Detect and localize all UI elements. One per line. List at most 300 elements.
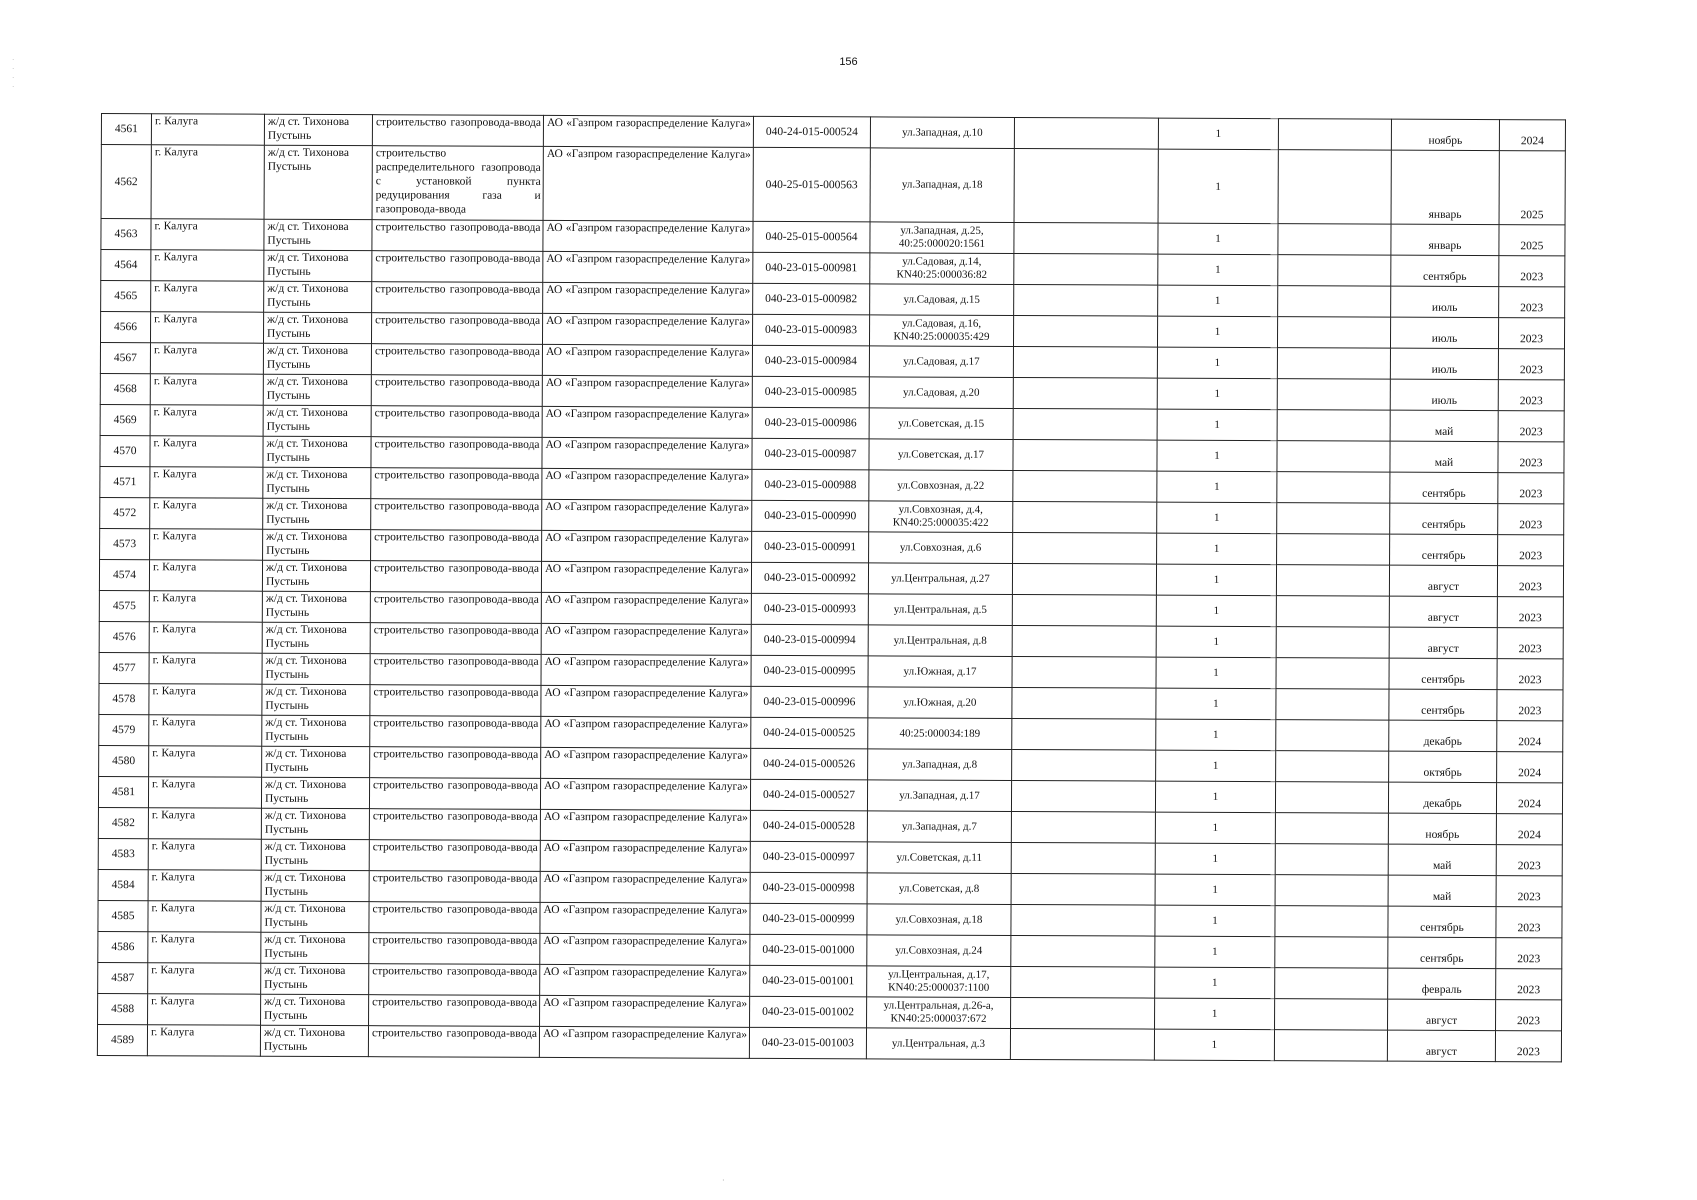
place-cell: ж/д ст. Тихонова Пустынь (261, 777, 369, 808)
year-cell: 2023 (1499, 287, 1565, 318)
month-cell: август (1389, 596, 1497, 627)
work-description-cell: строительство газопровода-ввода (369, 902, 540, 934)
empty-cell (1013, 377, 1157, 409)
place-cell: ж/д ст. Тихонова Пустынь (263, 498, 371, 529)
row-number: 4564 (101, 250, 151, 281)
quantity-cell: 1 (1155, 874, 1275, 906)
address-cell: ул.Западная, д.25, 40:25:000020:1561 (870, 222, 1014, 254)
quantity-cell: 1 (1155, 998, 1275, 1030)
city-cell: г. Калуга (148, 839, 261, 870)
work-description-cell: строительство газопровода-ввода (372, 220, 543, 252)
city-cell: г. Калуга (147, 1025, 260, 1056)
city-cell: г. Калуга (150, 312, 263, 343)
month-cell: август (1387, 1030, 1495, 1061)
address-cell: ул.Советская, д.17 (869, 439, 1013, 471)
month-cell: июль (1390, 317, 1498, 348)
row-number: 4571 (100, 466, 150, 497)
city-cell: г. Калуга (150, 498, 263, 529)
month-cell: май (1390, 441, 1498, 472)
row-number: 4586 (98, 931, 148, 962)
work-description-cell: строительство газопровода-ввода (372, 115, 543, 147)
row-number: 4584 (98, 869, 148, 900)
empty-cell (1278, 224, 1391, 255)
place-cell: ж/д ст. Тихонова Пустынь (264, 145, 372, 219)
empty-cell (1011, 780, 1155, 812)
place-cell: ж/д ст. Тихонова Пустынь (263, 343, 371, 374)
row-number: 4567 (100, 343, 150, 374)
object-code-cell: 040-23-015-000998 (750, 872, 867, 904)
month-cell: сентябрь (1390, 503, 1498, 534)
month-cell: декабрь (1389, 720, 1497, 751)
row-number: 4577 (99, 652, 149, 683)
object-code-cell: 040-23-015-000997 (750, 841, 867, 873)
row-number: 4563 (101, 219, 151, 250)
month-cell: ноябрь (1391, 119, 1499, 150)
empty-cell (1275, 875, 1388, 906)
address-cell: ул.Садовая, д.16, КN40:25:000035:429 (869, 315, 1013, 347)
year-cell: 2024 (1499, 120, 1565, 151)
place-cell: ж/д ст. Тихонова Пустынь (263, 405, 371, 436)
place-cell: ж/д ст. Тихонова Пустынь (263, 529, 371, 560)
organization-cell: АО «Газпром газораспределение Калуга» (540, 995, 750, 1027)
row-number: 4578 (99, 683, 149, 714)
work-description-cell: строительство газопровода-ввода (369, 809, 540, 841)
object-code-cell: 040-24-015-000525 (751, 717, 868, 749)
work-description-cell: строительство газопровода-ввода (370, 623, 541, 655)
city-cell: г. Калуга (149, 715, 262, 746)
work-description-cell: строительство газопровода-ввода (369, 995, 540, 1027)
work-description-cell: строительство газопровода-ввода (371, 375, 542, 407)
organization-cell: АО «Газпром газораспределение Калуга» (540, 964, 750, 996)
page-number: 156 (839, 56, 858, 68)
organization-cell: АО «Газпром газораспределение Калуга» (541, 654, 751, 686)
empty-cell (1278, 286, 1391, 317)
address-cell: ул.Садовая, д.14, КN40:25:000036:82 (870, 253, 1014, 285)
quantity-cell: 1 (1158, 118, 1278, 150)
month-cell: сентябрь (1390, 534, 1498, 565)
row-number: 4572 (100, 497, 150, 528)
address-cell: ул.Совхозная, д.18 (867, 904, 1011, 936)
empty-cell (1012, 718, 1156, 750)
month-cell: август (1389, 627, 1497, 658)
address-cell: ул.Западная, д.18 (870, 148, 1014, 223)
work-description-cell: строительство газопровода-ввода (371, 313, 542, 345)
empty-cell (1012, 625, 1156, 657)
object-code-cell: 040-23-015-001000 (750, 934, 867, 966)
place-cell: ж/д ст. Тихонова Пустынь (261, 963, 369, 994)
work-description-cell: строительство газопровода-ввода (368, 1026, 539, 1058)
work-description-cell: строительство газопровода-ввода (371, 437, 542, 469)
year-cell: 2023 (1496, 938, 1562, 969)
place-cell: ж/д ст. Тихонова Пустынь (261, 870, 369, 901)
city-cell: г. Калуга (151, 219, 264, 250)
year-cell: 2023 (1496, 876, 1562, 907)
year-cell: 2024 (1497, 721, 1563, 752)
empty-cell (1014, 148, 1158, 223)
quantity-cell: 1 (1156, 564, 1276, 596)
empty-cell (1277, 441, 1390, 472)
row-number: 4583 (98, 838, 148, 869)
month-cell: август (1389, 565, 1497, 596)
quantity-cell: 1 (1158, 223, 1278, 255)
organization-cell: АО «Газпром газораспределение Калуга» (542, 468, 752, 500)
object-code-cell: 040-23-015-000985 (752, 376, 869, 408)
object-code-cell: 040-23-015-000993 (751, 593, 868, 625)
organization-cell: АО «Газпром газораспределение Калуга» (541, 592, 751, 624)
city-cell: г. Калуга (148, 901, 261, 932)
address-cell: ул.Центральная, д.5 (868, 594, 1012, 626)
quantity-cell: 1 (1158, 149, 1278, 224)
quantity-cell: 1 (1155, 967, 1275, 999)
quantity-cell: 1 (1157, 347, 1277, 379)
year-cell: 2023 (1498, 318, 1564, 349)
organization-cell: АО «Газпром газораспределение Калуга» (541, 561, 751, 593)
quantity-cell: 1 (1157, 440, 1277, 472)
object-code-cell: 040-24-015-000528 (750, 810, 867, 842)
empty-cell (1013, 439, 1157, 471)
empty-cell (1012, 594, 1156, 626)
empty-cell (1275, 968, 1388, 999)
empty-cell (1275, 782, 1388, 813)
empty-cell (1011, 811, 1155, 843)
organization-cell: АО «Газпром газораспределение Калуга» (541, 685, 751, 717)
empty-cell (1276, 751, 1389, 782)
object-code-cell: 040-24-015-000524 (753, 116, 870, 148)
work-description-cell: строительство газопровода-ввода (371, 344, 542, 376)
object-code-cell: 040-23-015-000981 (753, 252, 870, 284)
month-cell: февраль (1388, 968, 1496, 999)
scan-artifact: · (722, 1176, 725, 1185)
empty-cell (1275, 844, 1388, 875)
organization-cell: АО «Газпром газораспределение Калуга» (542, 437, 752, 469)
organization-cell: АО «Газпром газораспределение Калуга» (540, 933, 750, 965)
quantity-cell: 1 (1154, 1029, 1274, 1061)
empty-cell (1275, 906, 1388, 937)
address-cell: ул.Центральная, д.17, КN40:25:000037:1100 (867, 966, 1011, 998)
city-cell: г. Калуга (149, 622, 262, 653)
object-code-cell: 040-23-015-000987 (752, 438, 869, 470)
work-description-cell: строительство газопровода-ввода (370, 716, 541, 748)
month-cell: сентябрь (1391, 255, 1499, 286)
row-number: 4588 (98, 993, 148, 1024)
row-number: 4561 (101, 114, 151, 145)
place-cell: ж/д ст. Тихонова Пустынь (264, 114, 372, 145)
quantity-cell: 1 (1156, 626, 1276, 658)
city-cell: г. Калуга (148, 963, 261, 994)
place-cell: ж/д ст. Тихонова Пустынь (261, 994, 369, 1025)
work-description-cell: строительство газопровода-ввода (370, 592, 541, 624)
empty-cell (1013, 408, 1157, 440)
place-cell: ж/д ст. Тихонова Пустынь (263, 374, 371, 405)
year-cell: 2023 (1495, 1031, 1561, 1062)
empty-cell (1013, 315, 1157, 347)
year-cell: 2023 (1498, 473, 1564, 504)
city-cell: г. Калуга (151, 250, 264, 281)
row-number: 4566 (100, 312, 150, 343)
table-row (101, 145, 1565, 225)
month-cell: июль (1391, 286, 1499, 317)
row-number: 4579 (99, 714, 149, 745)
address-cell: ул.Советская, д.11 (867, 842, 1011, 874)
year-cell: 2023 (1497, 690, 1563, 721)
object-code-cell: 040-23-015-000988 (752, 469, 869, 501)
empty-cell (1274, 1030, 1387, 1061)
work-description-cell: строительство газопровода-ввода (372, 282, 543, 314)
address-cell: ул.Советская, д.8 (867, 873, 1011, 905)
address-cell: ул.Садовая, д.17 (869, 346, 1013, 378)
city-cell: г. Калуга (148, 808, 261, 839)
organization-cell: АО «Газпром газораспределение Калуга» (542, 530, 752, 562)
object-code-cell: 040-23-015-000984 (752, 345, 869, 377)
month-cell: декабрь (1388, 782, 1496, 813)
address-cell: 40:25:000034:189 (868, 718, 1012, 750)
month-cell: май (1388, 875, 1496, 906)
city-cell: г. Калуга (150, 529, 263, 560)
empty-cell (1014, 253, 1158, 285)
city-cell: г. Калуга (150, 467, 263, 498)
place-cell: ж/д ст. Тихонова Пустынь (264, 219, 372, 250)
object-code-cell: 040-24-015-000526 (751, 748, 868, 780)
quantity-cell: 1 (1156, 595, 1276, 627)
gasification-registry-table (97, 113, 1566, 1062)
address-cell: ул.Совхозная, д.6 (869, 532, 1013, 564)
place-cell: ж/д ст. Тихонова Пустынь (263, 467, 371, 498)
quantity-cell: 1 (1156, 750, 1276, 782)
empty-cell (1277, 534, 1390, 565)
empty-cell (1276, 658, 1389, 689)
empty-cell (1276, 689, 1389, 720)
object-code-cell: 040-25-015-000563 (753, 147, 870, 222)
city-cell: г. Калуга (148, 994, 261, 1025)
object-code-cell: 040-24-015-000527 (750, 779, 867, 811)
empty-cell (1011, 935, 1155, 967)
empty-cell (1010, 1028, 1154, 1060)
work-description-cell: строительство газопровода-ввода (370, 654, 541, 686)
empty-cell (1013, 532, 1157, 564)
city-cell: г. Калуга (149, 684, 262, 715)
year-cell: 2024 (1497, 752, 1563, 783)
object-code-cell: 040-23-015-001002 (750, 996, 867, 1028)
empty-cell (1011, 873, 1155, 905)
work-description-cell: строительство газопровода-ввода (372, 251, 543, 283)
quantity-cell: 1 (1155, 905, 1275, 937)
row-number: 4570 (100, 435, 150, 466)
city-cell: г. Калуга (149, 746, 262, 777)
organization-cell: АО «Газпром газораспределение Калуга» (543, 146, 753, 221)
quantity-cell: 1 (1155, 843, 1275, 875)
year-cell: 2023 (1497, 566, 1563, 597)
work-description-cell: строительство газопровода-ввода (369, 840, 540, 872)
city-cell: г. Калуга (151, 114, 264, 145)
place-cell: ж/д ст. Тихонова Пустынь (262, 746, 370, 777)
organization-cell: АО «Газпром газораспределение Калуга» (541, 747, 751, 779)
work-description-cell: строительство газопровода-ввода (371, 406, 542, 438)
month-cell: май (1388, 844, 1496, 875)
month-cell: июль (1390, 348, 1498, 379)
empty-cell (1012, 563, 1156, 595)
row-number: 4575 (99, 590, 149, 621)
month-cell: сентябрь (1389, 689, 1497, 720)
place-cell: ж/д ст. Тихонова Пустынь (262, 591, 370, 622)
place-cell: ж/д ст. Тихонова Пустынь (263, 312, 371, 343)
place-cell: ж/д ст. Тихонова Пустынь (262, 715, 370, 746)
quantity-cell: 1 (1155, 936, 1275, 968)
empty-cell (1014, 284, 1158, 316)
place-cell: ж/д ст. Тихонова Пустынь (261, 839, 369, 870)
work-description-cell: строительство газопровода-ввода (369, 778, 540, 810)
empty-cell (1277, 348, 1390, 379)
organization-cell: АО «Газпром газораспределение Калуга» (543, 282, 753, 314)
place-cell: ж/д ст. Тихонова Пустынь (262, 684, 370, 715)
work-description-cell: строительство газопровода-ввода (370, 747, 541, 779)
address-cell: ул.Западная, д.7 (867, 811, 1011, 843)
work-description-cell: строительство газопровода-ввода (371, 468, 542, 500)
organization-cell: АО «Газпром газораспределение Калуга» (542, 313, 752, 345)
work-description-cell: строительство газопровода-ввода (369, 964, 540, 996)
year-cell: 2023 (1498, 535, 1564, 566)
organization-cell: АО «Газпром газораспределение Калуга» (543, 115, 753, 147)
empty-cell (1277, 472, 1390, 503)
empty-cell (1014, 117, 1158, 149)
month-cell: октябрь (1389, 751, 1497, 782)
quantity-cell: 1 (1157, 409, 1277, 441)
month-cell: январь (1391, 224, 1499, 255)
month-cell: сентябрь (1388, 937, 1496, 968)
quantity-cell: 1 (1158, 254, 1278, 286)
row-number: 4582 (98, 807, 148, 838)
year-cell: 2023 (1496, 1000, 1562, 1031)
year-cell: 2025 (1499, 151, 1565, 225)
year-cell: 2023 (1496, 845, 1562, 876)
address-cell: ул.Центральная, д.8 (868, 625, 1012, 657)
city-cell: г. Калуга (151, 281, 264, 312)
object-code-cell: 040-23-015-000990 (752, 500, 869, 532)
row-number: 4565 (101, 281, 151, 312)
quantity-cell: 1 (1155, 781, 1275, 813)
empty-cell (1276, 596, 1389, 627)
place-cell: ж/д ст. Тихонова Пустынь (262, 622, 370, 653)
year-cell: 2023 (1498, 411, 1564, 442)
quantity-cell: 1 (1156, 719, 1276, 751)
city-cell: г. Калуга (149, 560, 262, 591)
empty-cell (1011, 966, 1155, 998)
month-cell: май (1390, 410, 1498, 441)
organization-cell: АО «Газпром газораспределение Калуга» (541, 716, 751, 748)
city-cell: г. Калуга (151, 145, 264, 219)
city-cell: г. Калуга (149, 653, 262, 684)
city-cell: г. Калуга (150, 405, 263, 436)
month-cell: июль (1390, 379, 1498, 410)
organization-cell: АО «Газпром газораспределение Калуга» (540, 871, 750, 903)
quantity-cell: 1 (1157, 471, 1277, 503)
quantity-cell: 1 (1157, 316, 1277, 348)
row-number: 4562 (101, 145, 151, 219)
row-number: 4568 (100, 373, 150, 404)
empty-cell (1011, 842, 1155, 874)
address-cell: ул.Западная, д.17 (867, 780, 1011, 812)
address-cell: ул.Садовая, д.15 (870, 284, 1014, 316)
year-cell: 2023 (1497, 659, 1563, 690)
year-cell: 2023 (1497, 597, 1563, 628)
empty-cell (1276, 627, 1389, 658)
object-code-cell: 040-23-015-000986 (752, 407, 869, 439)
object-code-cell: 040-23-015-000982 (753, 283, 870, 315)
city-cell: г. Калуга (148, 777, 261, 808)
quantity-cell: 1 (1157, 378, 1277, 410)
empty-cell (1012, 687, 1156, 719)
empty-cell (1278, 119, 1391, 150)
organization-cell: АО «Газпром газораспределение Калуга» (539, 1026, 749, 1058)
organization-cell: АО «Газпром газораспределение Калуга» (543, 251, 753, 283)
registry-body (97, 114, 1565, 1062)
place-cell: ж/д ст. Тихонова Пустынь (262, 560, 370, 591)
place-cell: ж/д ст. Тихонова Пустынь (261, 932, 369, 963)
row-number: 4574 (99, 559, 149, 590)
address-cell: ул.Садовая, д.20 (869, 377, 1013, 409)
address-cell: ул.Центральная, д.27 (868, 563, 1012, 595)
city-cell: г. Калуга (150, 343, 263, 374)
object-code-cell: 040-23-015-000992 (751, 562, 868, 594)
city-cell: г. Калуга (150, 374, 263, 405)
month-cell: август (1388, 999, 1496, 1030)
year-cell: 2023 (1498, 349, 1564, 380)
work-description-cell: строительство газопровода-ввода (370, 561, 541, 593)
row-number: 4573 (100, 528, 150, 559)
object-code-cell: 040-25-015-000564 (753, 221, 870, 253)
year-cell: 2024 (1496, 783, 1562, 814)
address-cell: ул.Совхозная, д.22 (869, 470, 1013, 502)
organization-cell: АО «Газпром газораспределение Калуга» (540, 778, 750, 810)
work-description-cell: строительство газопровода-ввода (369, 871, 540, 903)
object-code-cell: 040-23-015-000983 (752, 314, 869, 346)
empty-cell (1277, 317, 1390, 348)
empty-cell (1277, 379, 1390, 410)
empty-cell (1275, 937, 1388, 968)
row-number: 4581 (98, 776, 148, 807)
city-cell: г. Калуга (148, 932, 261, 963)
work-description-cell: строительство распределительного газопровода с установкой пункта редуцирования газа и газопровода-ввода (372, 146, 543, 221)
month-cell: сентябрь (1390, 472, 1498, 503)
empty-cell (1277, 503, 1390, 534)
month-cell: январь (1391, 150, 1499, 224)
address-cell: ул.Совхозная, д.24 (867, 935, 1011, 967)
organization-cell: АО «Газпром газораспределение Калуга» (542, 499, 752, 531)
quantity-cell: 1 (1156, 657, 1276, 689)
empty-cell (1276, 720, 1389, 751)
organization-cell: АО «Газпром газораспределение Калуга» (540, 809, 750, 841)
address-cell: ул.Советская, д.15 (869, 408, 1013, 440)
empty-cell (1014, 222, 1158, 254)
margin-scan-mark: · · · · (12, 56, 15, 91)
object-code-cell: 040-23-015-001003 (749, 1027, 866, 1059)
object-code-cell: 040-23-015-000991 (752, 531, 869, 563)
place-cell: ж/д ст. Тихонова Пустынь (261, 901, 369, 932)
month-cell: сентябрь (1389, 658, 1497, 689)
city-cell: г. Калуга (148, 870, 261, 901)
organization-cell: АО «Газпром газораспределение Калуга» (542, 406, 752, 438)
work-description-cell: строительство газопровода-ввода (371, 499, 542, 531)
address-cell: ул.Южная, д.17 (868, 656, 1012, 688)
empty-cell (1011, 997, 1155, 1029)
city-cell: г. Калуга (150, 436, 263, 467)
place-cell: ж/д ст. Тихонова Пустынь (264, 281, 372, 312)
empty-cell (1013, 470, 1157, 502)
month-cell: сентябрь (1388, 906, 1496, 937)
year-cell: 2023 (1499, 256, 1565, 287)
year-cell: 2023 (1496, 907, 1562, 938)
year-cell: 2025 (1499, 225, 1565, 256)
place-cell: ж/д ст. Тихонова Пустынь (262, 653, 370, 684)
